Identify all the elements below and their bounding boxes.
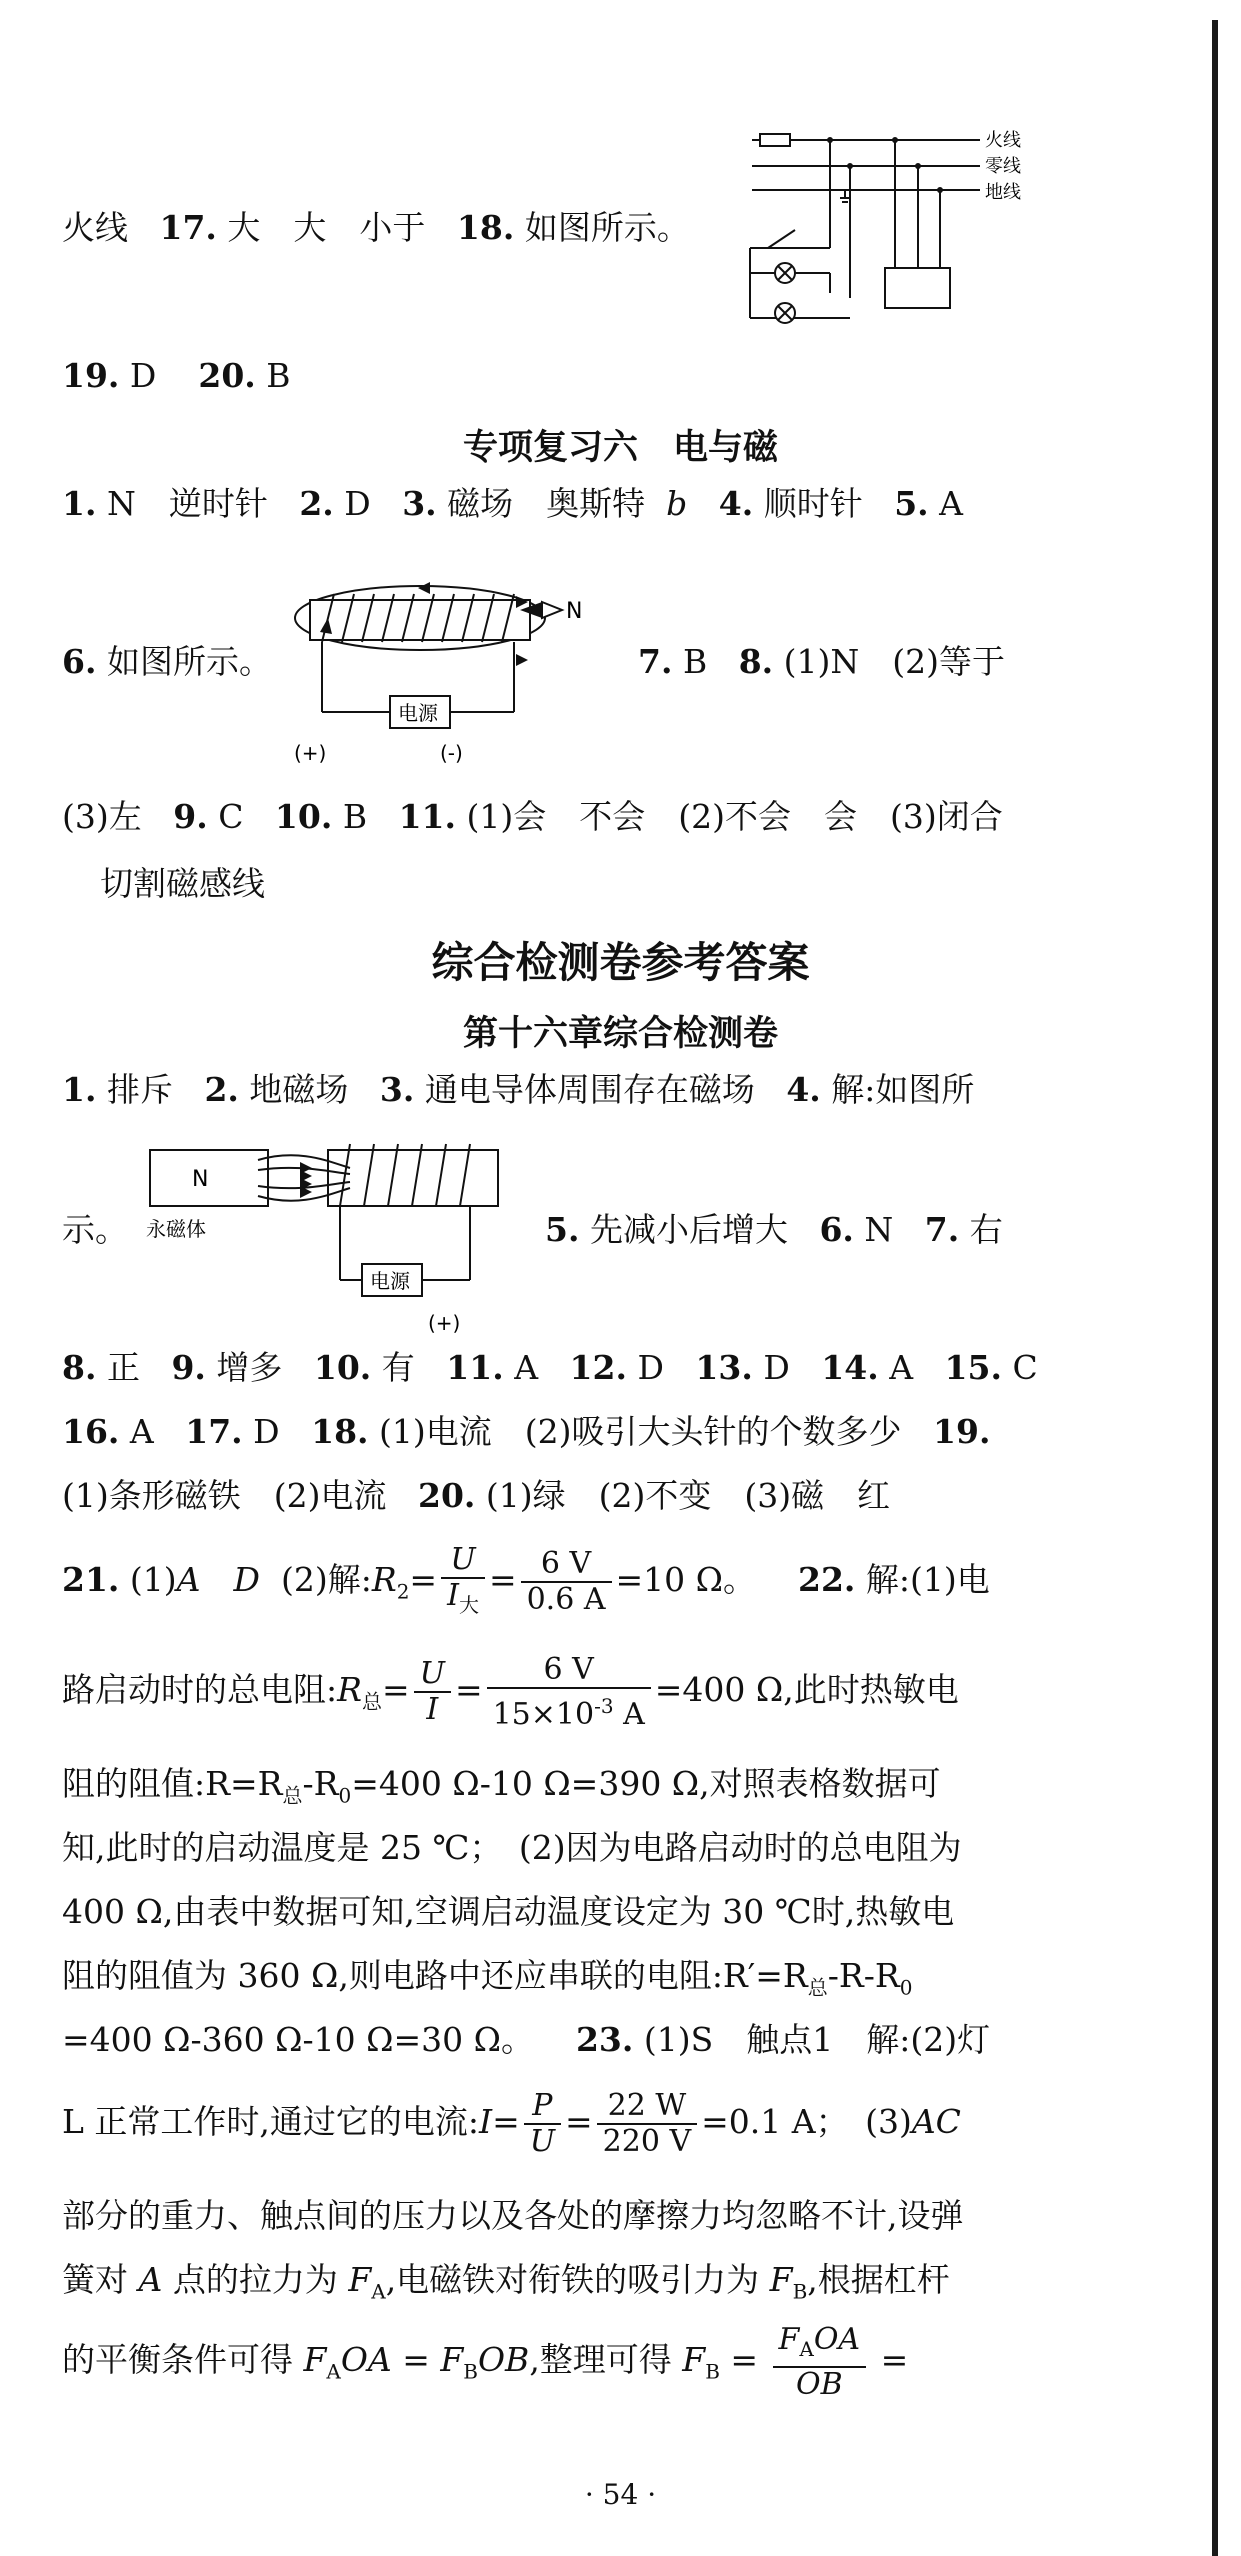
q-number: 16. <box>62 1412 120 1451</box>
answer: N <box>864 1210 894 1249</box>
result: =400 Ω,此时热敏电 <box>654 1670 959 1709</box>
q-number: 8. <box>738 642 774 681</box>
text: 的平衡条件可得 <box>62 2340 304 2379</box>
q-number: 9. <box>171 1348 206 1387</box>
compass-n-label: N <box>566 599 583 624</box>
numerator: U <box>441 1543 485 1579</box>
eq: = <box>565 2102 593 2141</box>
answer-line-c19-20 <box>62 1474 890 1518</box>
answer: (1) <box>129 1560 177 1599</box>
answer-line-17-18 <box>62 206 690 250</box>
denominator: 220 V <box>602 2124 692 2159</box>
answer-line-c8-15 <box>62 1346 1038 1390</box>
answer: 解:如图所 <box>831 1070 975 1109</box>
answer: B <box>682 642 708 681</box>
answer: 增多 <box>216 1348 283 1387</box>
q-number: 7. <box>924 1210 960 1249</box>
page-number: · 54 · <box>584 2478 657 2511</box>
answer-line-11-cont <box>100 862 265 906</box>
q-number: 19. <box>933 1412 991 1451</box>
eq: = <box>719 2340 769 2379</box>
text: =400 Ω-360 Ω-10 Ω=30 Ω。 <box>62 2020 534 2059</box>
text: 火线 <box>62 208 128 247</box>
solenoid-figure <box>290 570 630 780</box>
answer-line-c23 <box>62 1762 941 1818</box>
var: F <box>348 2260 372 2299</box>
answer: N 逆时针 <box>106 484 268 523</box>
q-number: 7. <box>638 642 673 681</box>
eq: = <box>454 1670 483 1709</box>
var: I <box>447 1577 459 1613</box>
answer: 示。 <box>62 1210 128 1249</box>
text: -R <box>302 1764 339 1803</box>
answer: (1)电流 (2)吸引大头针的个数多少 <box>379 1412 902 1451</box>
answer: 大 大 小于 <box>227 208 426 247</box>
household-circuit-figure <box>740 118 1070 338</box>
var: OB <box>478 2340 530 2379</box>
answer: 切割磁感线 <box>100 864 265 903</box>
fraction <box>487 1653 651 1732</box>
fraction <box>597 2089 697 2159</box>
q-number: 14. <box>821 1348 879 1387</box>
sub: B <box>463 2359 478 2384</box>
answer: 如图所示。 <box>524 208 690 247</box>
q-number: 18. <box>311 1412 369 1451</box>
answer-line-c31 <box>62 2320 908 2412</box>
eq: = <box>492 2102 520 2141</box>
result: =0.1 A； (3) <box>701 2102 912 2141</box>
answer: 顺时针 <box>763 484 863 523</box>
var: F <box>769 2260 793 2299</box>
fraction <box>414 1657 451 1727</box>
minus-terminal-label: (-) <box>440 741 463 765</box>
power-source-label: 电源 <box>398 701 438 725</box>
q-number: 20. <box>198 356 256 395</box>
q-number: 5. <box>545 1210 580 1249</box>
q-number: 15. <box>944 1348 1002 1387</box>
q-number: 3. <box>379 1070 415 1109</box>
sub: B <box>705 2359 720 2384</box>
answer: D <box>763 1348 790 1387</box>
neutral-wire-label: 零线 <box>985 156 1021 177</box>
var: R <box>337 1670 362 1709</box>
ground-wire-label: 地线 <box>985 182 1021 203</box>
q-number: 4. <box>786 1070 821 1109</box>
q-number: 1. <box>62 484 97 523</box>
answer: 有 <box>381 1348 415 1387</box>
eq: = <box>391 2340 441 2379</box>
q-number: 5. <box>894 484 929 523</box>
fraction <box>441 1543 485 1622</box>
answer: C <box>1012 1348 1038 1387</box>
var: F <box>778 2321 800 2357</box>
var: OA <box>340 2340 392 2379</box>
answer: 解:(1)电 <box>865 1560 990 1599</box>
text: -R-R <box>827 1956 900 1995</box>
answer-line-c29: 部分的重力、触点间的压力以及各处的摩擦力均忽略不计,设弹 <box>62 2196 964 2235</box>
answer-var: b <box>666 484 688 523</box>
text: ,根据杠杆 <box>807 2260 950 2299</box>
text: L 正常工作时,通过它的电流: <box>62 2102 480 2141</box>
answer-line-7-8 <box>638 640 1005 684</box>
answer: D <box>344 484 371 523</box>
answer: (1)绿 (2)不变 (3)磁 红 <box>485 1476 891 1515</box>
var: AC <box>911 2102 961 2141</box>
sub: 总 <box>807 1975 828 2000</box>
q-number: 17. <box>159 208 217 247</box>
scan-edge <box>1212 20 1218 2556</box>
answer: (1)N (2)等于 <box>783 642 1006 681</box>
answer-line-c4-cont <box>62 1208 128 1252</box>
answer: (2)解: <box>280 1560 372 1599</box>
sub: 2 <box>396 1579 410 1604</box>
q-number: 20. <box>417 1476 476 1515</box>
numerator: P <box>524 2089 561 2125</box>
answer: A <box>129 1412 154 1451</box>
sub: A <box>326 2359 341 2384</box>
den-unit: A <box>613 1696 645 1732</box>
text: 簧对 <box>62 2260 139 2299</box>
power-source-label: 电源 <box>370 1269 410 1293</box>
text: 路启动时的总电阻: <box>62 1670 338 1709</box>
q-number: 10. <box>274 797 333 836</box>
numerator <box>773 2323 867 2368</box>
q-number: 13. <box>695 1348 753 1387</box>
fraction <box>524 2089 561 2159</box>
answer-line-c5-7 <box>545 1208 1003 1252</box>
var: A <box>138 2260 163 2299</box>
plus-terminal-label: (+) <box>294 741 327 765</box>
answer: D <box>637 1348 664 1387</box>
eq: = <box>409 1560 438 1599</box>
answer: A <box>939 484 963 523</box>
section-title-answers: 综合检测卷参考答案 <box>431 938 810 987</box>
answer: 通电导体周围存在磁场 <box>424 1070 755 1109</box>
sub: 总 <box>282 1783 303 1808</box>
answer: (1)条形磁铁 (2)电流 <box>62 1476 387 1515</box>
answer-line-c1-4 <box>62 1068 974 1112</box>
answer: D <box>253 1412 280 1451</box>
text: 点的拉力为 <box>162 2260 349 2299</box>
sub: 0 <box>899 1975 913 2000</box>
q-number: 9. <box>173 797 208 836</box>
live-wire-label: 火线 <box>985 130 1021 151</box>
answer: (1)会 不会 (2)不会 会 (3)闭合 <box>466 797 1003 836</box>
answer: A <box>514 1348 539 1387</box>
answer-line-1-5 <box>62 482 963 526</box>
q-number: 6. <box>62 642 97 681</box>
answer-line-c21-22 <box>62 1540 990 1632</box>
text: ,电磁铁对衔铁的吸引力为 <box>385 2260 770 2299</box>
numerator: 22 W <box>597 2089 697 2125</box>
den-exp: -3 <box>594 1693 614 1718</box>
denominator: U <box>529 2124 556 2159</box>
answer: (1)S 触点1 解:(2)灯 <box>643 2020 991 2059</box>
q-number: 23. <box>575 2020 634 2059</box>
var: F <box>682 2340 706 2379</box>
var: R <box>371 1560 397 1599</box>
text: ,整理可得 <box>529 2340 683 2379</box>
answer: 排斥 <box>106 1070 173 1109</box>
eq: = <box>870 2340 909 2379</box>
denominator <box>487 1689 651 1732</box>
fraction <box>521 1547 612 1617</box>
den-base: 15×10 <box>492 1696 595 1732</box>
var: F <box>440 2340 464 2379</box>
denominator: OB <box>796 2366 843 2402</box>
text: 阻的阻值为 360 Ω,则电路中还应串联的电阻:R′=R <box>62 1956 808 1995</box>
sub: 总 <box>361 1689 382 1714</box>
var: OA <box>813 2321 861 2357</box>
q-number: 12. <box>569 1348 627 1387</box>
answer: 先减小后增大 <box>589 1210 788 1249</box>
q-number: 3. <box>402 484 437 523</box>
denominator: 0.6 A <box>526 1582 606 1617</box>
answer-line-c16-19 <box>62 1410 990 1454</box>
answer-line-c22 <box>62 1650 959 1742</box>
answer: D <box>129 356 157 395</box>
magnet-n-label: N <box>192 1167 209 1192</box>
answer-line-c28 <box>62 2082 961 2162</box>
q-number: 6. <box>819 1210 854 1249</box>
answer: C <box>218 797 244 836</box>
numerator: 6 V <box>521 1547 612 1583</box>
q-number: 22. <box>797 1560 856 1599</box>
denominator <box>441 1579 485 1622</box>
q-number: 4. <box>718 484 754 523</box>
magnet-solenoid-figure <box>140 1140 540 1340</box>
answer-line-c26 <box>62 1954 913 2010</box>
sub: 0 <box>338 1783 352 1808</box>
q-number: 2. <box>204 1070 239 1109</box>
q-number: 2. <box>299 484 334 523</box>
answer-line-9-11 <box>62 795 1003 839</box>
q-number: 11. <box>446 1348 504 1387</box>
answer-line-c27 <box>62 2018 990 2062</box>
q-number: 1. <box>62 1070 97 1109</box>
q-number: 11. <box>398 797 457 836</box>
eq: = <box>381 1670 410 1709</box>
answer: A D <box>176 1560 260 1599</box>
var: F <box>303 2340 327 2379</box>
answer-line-c24: 知,此时的启动温度是 25 ℃； (2)因为电路启动时的总电阻为 <box>62 1828 962 1867</box>
fraction <box>773 2323 867 2402</box>
answer: 正 <box>106 1348 140 1387</box>
sub: B <box>792 2279 808 2304</box>
answer: 如图所示。 <box>106 642 272 681</box>
q-number: 18. <box>456 208 515 247</box>
answer: A <box>889 1348 914 1387</box>
sub: A <box>799 2336 814 2361</box>
section-title-review6: 专项复习六 电与磁 <box>462 427 778 468</box>
q-number: 10. <box>313 1348 372 1387</box>
answer-line-6 <box>62 640 272 684</box>
q-number: 19. <box>62 356 120 395</box>
answer-line-c25: 400 Ω,由表中数据可知,空调启动温度设定为 30 ℃时,热敏电 <box>62 1892 955 1931</box>
numerator: 6 V <box>487 1653 651 1689</box>
plus-terminal-label: (+) <box>428 1311 461 1335</box>
sub: A <box>371 2279 386 2304</box>
answer: (3)左 <box>62 797 142 836</box>
text: 阻的阻值:R=R <box>62 1764 283 1803</box>
text: =400 Ω-10 Ω=390 Ω,对照表格数据可 <box>351 1764 941 1803</box>
answer-line-19-20 <box>62 354 291 398</box>
eq: = <box>488 1560 517 1599</box>
result: =10 Ω。 <box>615 1560 757 1599</box>
numerator: U <box>414 1657 451 1693</box>
magnet-name-label: 永磁体 <box>146 1217 206 1241</box>
q-number: 17. <box>185 1412 243 1451</box>
answer: 磁场 奥斯特 <box>447 484 646 523</box>
answer: 右 <box>969 1210 1003 1249</box>
answer-line-c30 <box>62 2258 950 2314</box>
q-number: 21. <box>62 1560 120 1599</box>
answer: B <box>266 356 291 395</box>
denominator: I <box>426 1692 439 1727</box>
answer: 地磁场 <box>249 1070 349 1109</box>
sub: 大 <box>458 1592 479 1617</box>
answer: B <box>342 797 368 836</box>
q-number: 8. <box>62 1348 97 1387</box>
var: I <box>479 2102 493 2141</box>
section-title-ch16: 第十六章综合检测卷 <box>462 1013 778 1054</box>
